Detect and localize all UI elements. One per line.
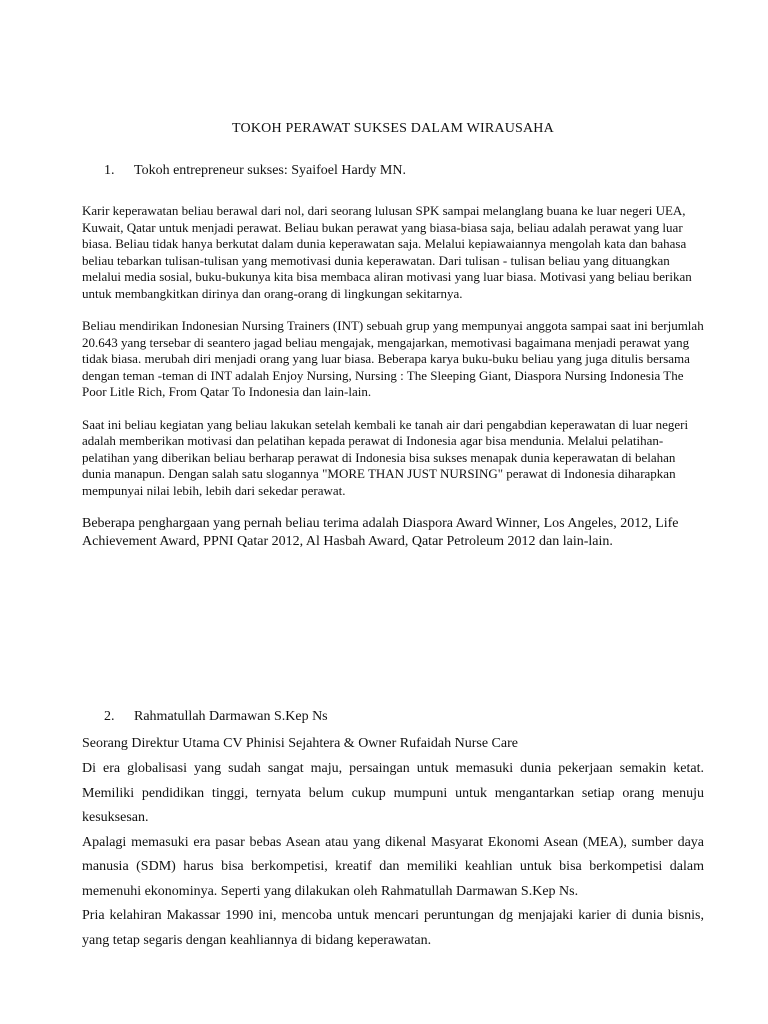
section-2-title: Rahmatullah Darmawan S.Kep Ns (134, 709, 328, 724)
section-2-paragraph-3: Pria kelahiran Makassar 1990 ini, mencoba untuk mencari peruntungan dg menjajaki karier di dunia bisnis, yang tetap segaris dengan keahliannya di bidang keperawatan. (82, 908, 704, 948)
document-title: TOKOH PERAWAT SUKSES DALAM WIRAUSAHA (232, 121, 554, 136)
section-1-paragraph-1: Karir keperawatan beliau berawal dari nol, dari seorang lulusan SPK sampai melanglang buana ke luar negeri UEA, Kuwait, Qatar untuk menjadi perawat. Beliau bukan perawat yang biasa-biasa saja, beliau adalah perawat yang luar biasa. Beliau tidak hanya berkutat dalam dunia keperawatan saja. Melalui kepiawaiannya mengolah kata dan bahasa beliau tebarkan tulisan-tulisan yang memotivasi dunia keperawatan. Dari tulisan - tulisan beliau yang dituangkan melalui media sosial, buku-bukunya kita bisa membaca aliran motivasi yang luar biasa. Motivasi yang beliau berikan untuk membangkitkan dirinya dan orang-orang di lingkungan sekitarnya. (82, 203, 692, 301)
section-1-paragraph-2: Beliau mendirikan Indonesian Nursing Trainers (INT) sebuah grup yang mempunyai anggota sampai saat ini berjumlah 20.643 yang tersebar di seantero jagad beliau mengajak, mengajarkan, memotivasi bagaimana menjadi perawat yang tidak biasa. merubah diri menjadi orang yang luar biasa. Beberapa karya buku-buku beliau yang juga ditulis bersama dengan teman -teman di INT adalah Enjoy Nursing, Nursing : The Sleeping Giant, Diaspora Nursing Indonesia The Poor Litle Rich, From Qatar To Indonesia dan lain-lain. (82, 318, 704, 399)
section-1-paragraph-4: Beberapa penghargaan yang pernah beliau terima adalah Diaspora Award Winner, Los Angeles, 2012, Life Achievement Award, PPNI Qatar 2012, Al Hasbah Award, Qatar Petroleum 2012 dan lain-lain. (82, 516, 679, 549)
section-2-number: 2. (104, 709, 115, 724)
section-1-paragraph-3: Saat ini beliau kegiatan yang beliau lakukan setelah kembali ke tanah air dari pengabdian keperawatan di luar negeri adalah memberikan motivasi dan pelatihan kepada perawat di Indonesia agar bisa mendunia. Melalui pelatihan-pelatihan yang diberikan beliau berharap perawat di Indonesia bisa sukses menapak dunia keperawatan di belahan dunia manapun. Dengan salah satu slogannya "MORE THAN JUST NURSING" perawat di Indonesia diharapkan mempunyai nilai lebih, lebih dari sekedar perawat. (82, 416, 689, 498)
section-2 (82, 708, 704, 953)
section-1-number: 1. (104, 163, 115, 178)
section-1-title: Tokoh entrepreneur sukses: Syaifoel Hardy MN. (134, 163, 406, 178)
section-2-paragraph-2: Apalagi memasuki era pasar bebas Asean atau yang dikenal Masyarat Ekonomi Asean (MEA), sumber daya manusia (SDM) harus bisa berkompetisi, kreatif dan memiliki keahlian untuk bisa berkompetisi dalam memenuhi ekonominya. Seperti yang dilakukan oleh Rahmatullah Darmawan S.Kep Ns. (82, 834, 704, 899)
section-2-subtitle: Seorang Direktur Utama CV Phinisi Sejahtera & Owner Rufaidah Nurse Care (82, 736, 518, 751)
document-page (82, 120, 704, 948)
section-2-paragraph-1: Di era globalisasi yang sudah sangat maju, persaingan untuk memasuki dunia pekerjaan semakin ketat. Memiliki pendidikan tinggi, ternyata belum cukup mumpuni untuk mengantarkan setiap orang menuju kesuksesan. (82, 761, 704, 825)
section-1-heading (104, 162, 704, 180)
section-1 (82, 162, 704, 551)
section-2-heading (104, 708, 704, 726)
